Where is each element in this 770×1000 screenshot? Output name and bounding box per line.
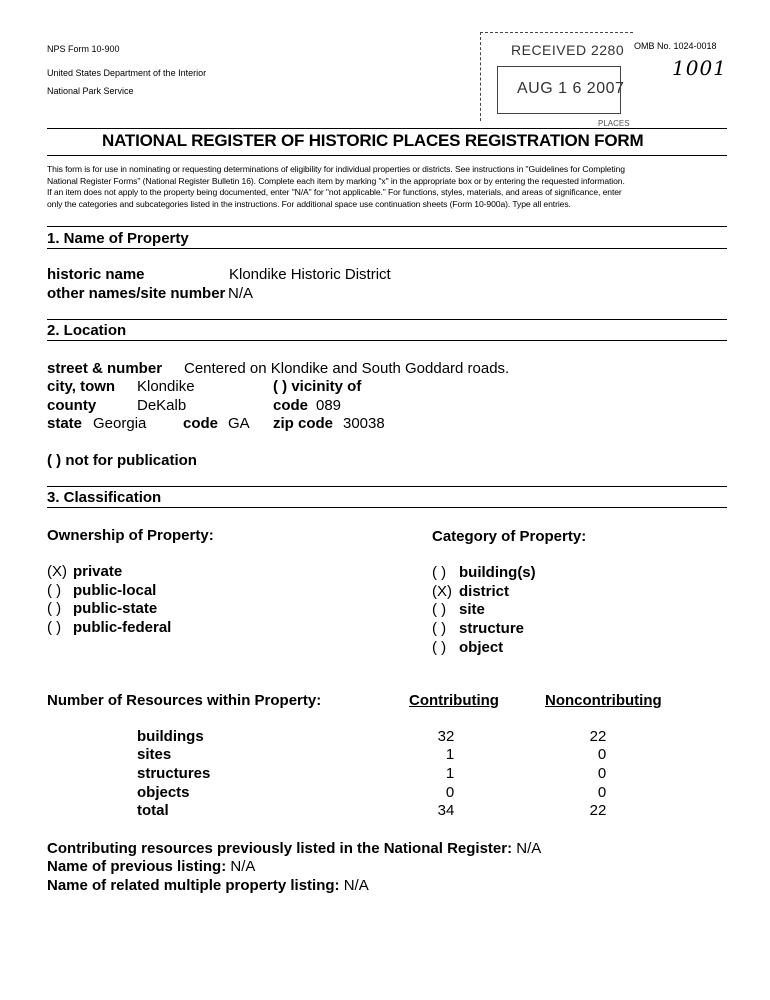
resource-label: objects: [137, 784, 190, 801]
page-title: NATIONAL REGISTER OF HISTORIC PLACES REGISTRATION FORM: [102, 131, 644, 150]
state-label: state: [47, 415, 83, 432]
county-value: DeKalb: [137, 397, 187, 414]
instructions: [47, 164, 737, 210]
section-rule: [47, 486, 727, 487]
instructions-line: This form is for use in nominating or requesting determinations of eligibility for individual properties or districts. See instructions in "Guidelines for Completing: [47, 164, 625, 174]
resource-label: structures: [137, 765, 211, 782]
related-multiple-listing: [47, 877, 369, 894]
related-listing-label: Name of related multiple property listing:: [47, 877, 340, 894]
section-3-heading: 3. Classification: [47, 489, 162, 506]
ownership-label: public-federal: [73, 619, 172, 637]
category-item: [432, 601, 536, 620]
category-mark: ( ): [432, 638, 447, 656]
previous-listing-value: N/A: [230, 858, 256, 875]
ownership-item: [47, 582, 171, 601]
ownership-mark: (X): [47, 563, 67, 580]
resource-contrib: 34: [437, 802, 455, 819]
not-for-publication-checkbox: ( ) not for publication: [47, 452, 197, 469]
ownership-mark: ( ): [47, 619, 62, 637]
instructions-line: National Register Forms" (National Register Bulletin 16). Complete each item by marking "x" in the appropriate box or by entering the requested information.: [47, 175, 625, 186]
section-rule: [47, 319, 727, 320]
resource-noncontrib: 0: [597, 765, 607, 782]
section-rule: [47, 226, 727, 227]
col-noncontributing: Noncontributing: [545, 692, 662, 709]
ownership-label: private: [73, 563, 123, 580]
county-code-value: 089: [316, 397, 342, 414]
stamp-received-text: RECEIVED 2280: [511, 42, 625, 58]
instructions-line: If an item does not apply to the property being documented, enter "N/A" for "not applicable." For functions, styles, materials, and areas of significance, enter: [47, 187, 622, 197]
historic-name-label: historic name: [47, 266, 145, 283]
section-2-heading: 2. Location: [47, 322, 127, 339]
resource-label: total: [137, 802, 169, 819]
state-code-label: code: [183, 415, 219, 432]
category-mark: ( ): [432, 564, 447, 581]
col-contributing: Contributing: [409, 692, 499, 709]
instructions-line: only the categories and subcategories listed in the instructions. For additional space use continuation sheets (Form 10-900a). Type all entries.: [47, 198, 571, 209]
resource-contrib: 32: [437, 728, 455, 745]
other-names-label: other names/site number: [47, 285, 226, 302]
category-label: site: [459, 601, 485, 619]
state-value: Georgia: [93, 415, 147, 432]
resource-contrib: 1: [445, 765, 455, 782]
handwritten-number: 1001: [672, 56, 727, 80]
other-names-value: N/A: [228, 285, 254, 302]
form-number: NPS Form 10-900: [47, 44, 120, 54]
section-rule: [47, 507, 727, 508]
ownership-item: [47, 619, 171, 638]
department: United States Department of the Interior: [47, 68, 207, 78]
ownership-label: public-state: [73, 600, 158, 618]
street-label: street & number: [47, 360, 163, 377]
ownership-list: [47, 563, 171, 638]
previous-listing-name: [47, 858, 255, 875]
category-label: structure: [459, 620, 525, 638]
street-value: Centered on Klondike and South Goddard roads.: [184, 360, 510, 377]
category-heading: Category of Property:: [432, 528, 587, 545]
city-value: Klondike: [137, 378, 195, 395]
zip-value: 30038: [343, 415, 385, 432]
resource-label: buildings: [137, 728, 204, 745]
section-1-heading: 1. Name of Property: [47, 230, 189, 247]
resource-contrib: 0: [445, 784, 455, 801]
historic-name-value: Klondike Historic District: [229, 266, 391, 283]
vicinity-checkbox: ( ) vicinity of: [273, 378, 362, 395]
previously-listed-label: Contributing resources previously listed in the National Register:: [47, 840, 513, 857]
resource-contrib: 1: [445, 746, 455, 763]
resource-noncontrib: 0: [597, 784, 607, 801]
category-item: [432, 583, 536, 602]
stamp-bottom-text: PLACES: [598, 119, 630, 128]
ownership-label: public-local: [73, 581, 157, 599]
title-rule-bottom: [47, 155, 727, 156]
stamp-date: AUG 1 6 2007: [517, 80, 625, 97]
resources-heading: Number of Resources within Property:: [47, 692, 322, 709]
ownership-item: [47, 563, 171, 582]
ownership-mark: ( ): [47, 600, 62, 618]
previously-listed: [47, 840, 541, 857]
previous-listing-label: Name of previous listing:: [47, 858, 227, 875]
resource-noncontrib: 22: [589, 802, 607, 819]
zip-label: zip code: [273, 415, 334, 432]
category-list: [432, 564, 536, 658]
related-listing-value: N/A: [343, 877, 369, 894]
category-item: [432, 639, 536, 658]
ownership-item: [47, 600, 171, 619]
state-code-value: GA: [228, 415, 250, 432]
category-label: district: [459, 582, 510, 600]
county-code-label: code: [273, 397, 309, 414]
ownership-heading: Ownership of Property:: [47, 527, 214, 544]
section-rule: [47, 248, 727, 249]
category-item: [432, 620, 536, 639]
omb-number: OMB No. 1024-0018: [634, 41, 717, 51]
section-rule: [47, 340, 727, 341]
category-mark: ( ): [432, 601, 447, 619]
category-label: object: [459, 638, 504, 656]
title-rule-top: [47, 128, 727, 129]
category-label: building(s): [459, 564, 536, 581]
county-label: county: [47, 397, 97, 414]
service: National Park Service: [47, 86, 134, 96]
category-mark: (X): [432, 582, 452, 600]
previously-listed-value: N/A: [516, 840, 542, 857]
category-item: [432, 564, 536, 583]
category-mark: ( ): [432, 620, 447, 638]
ownership-mark: ( ): [47, 581, 62, 599]
city-label: city, town: [47, 378, 116, 395]
resource-label: sites: [137, 746, 172, 763]
resource-noncontrib: 0: [597, 746, 607, 763]
resource-noncontrib: 22: [589, 728, 607, 745]
